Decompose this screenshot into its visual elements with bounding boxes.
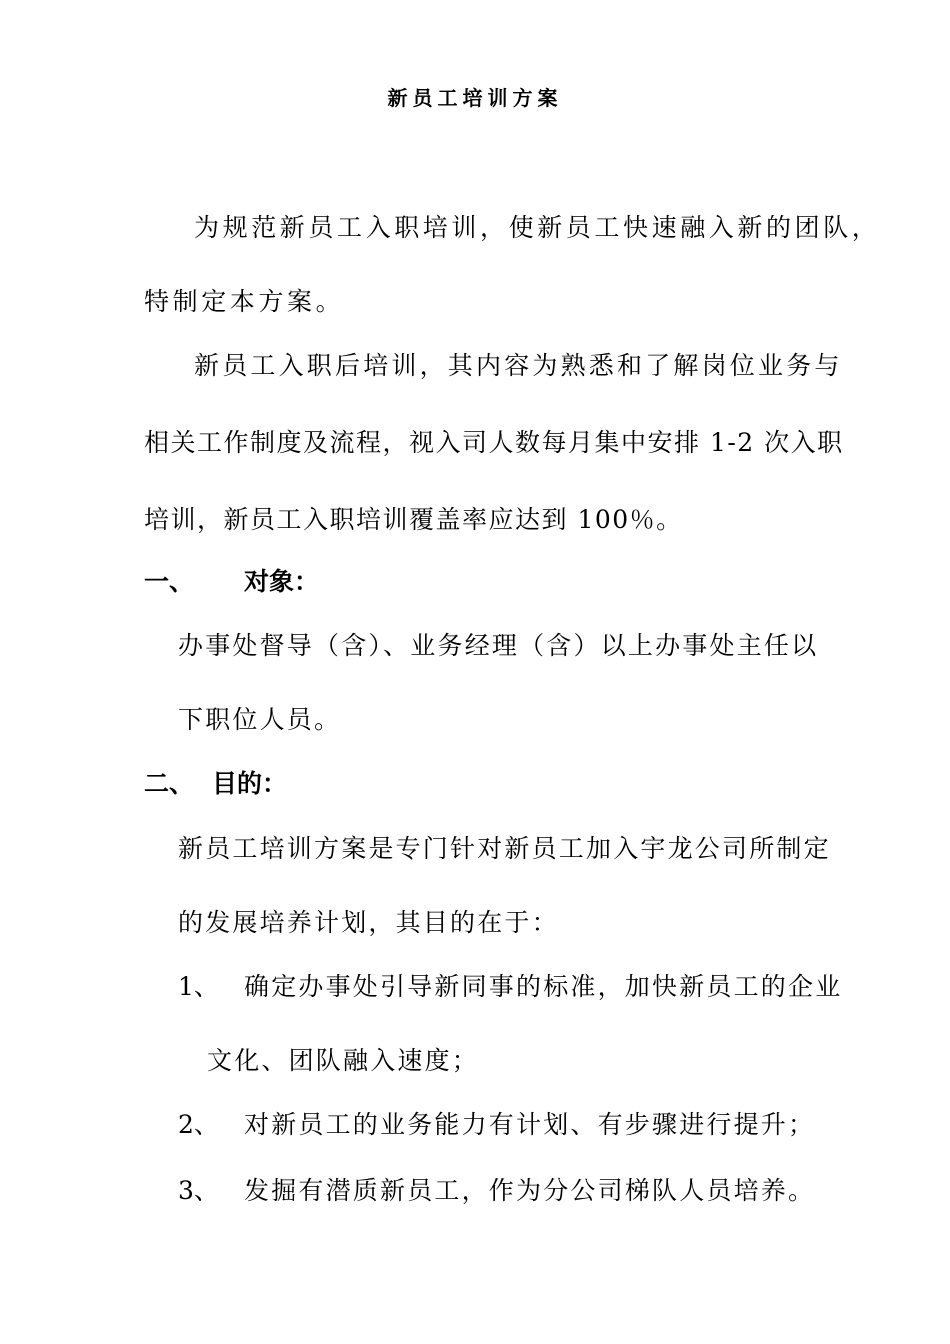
section2-number: 二、: [144, 769, 195, 798]
item-3-line-1: 发掘有潜质新员工，作为分公司梯队人员培养。: [244, 1176, 816, 1205]
item-1-number: 1、: [178, 972, 219, 1001]
section1-heading: 对象：: [244, 567, 320, 596]
section2-line-2: 的发展培养计划，其目的在于：: [178, 908, 559, 937]
item-1-line-2: 文化、团队融入速度；: [207, 1046, 480, 1075]
section1-line-2: 下职位人员。: [178, 705, 342, 734]
section2-line-1: 新员工培训方案是专门针对新员工加入宇龙公司所制定: [178, 834, 831, 863]
item-2-line-1: 对新员工的业务能力有计划、有步骤进行提升；: [244, 1110, 816, 1139]
content-line-2: 相关工作制度及流程，视入司人数每月集中安排 1-2 次入职: [144, 428, 844, 457]
content-line-3: 培训，新员工入职培训覆盖率应达到 100％。: [144, 505, 683, 534]
section2-heading: 目的：: [212, 769, 288, 798]
document-title: 新员工培训方案: [387, 86, 563, 110]
intro-line-1: 为规范新员工入职培训，使新员工快速融入新的团队，: [194, 213, 881, 242]
content-line-1: 新员工入职后培训，其内容为熟悉和了解岗位业务与: [194, 351, 843, 380]
intro-line-2: 特制定本方案。: [144, 287, 345, 316]
section1-line-1: 办事处督导（含）、业务经理（含）以上办事处主任以: [178, 631, 819, 660]
item-3-number: 3、: [178, 1176, 219, 1205]
section1-number: 一、: [144, 567, 195, 596]
item-1-line-1: 确定办事处引导新同事的标准，加快新员工的企业: [244, 972, 843, 1001]
item-2-number: 2、: [178, 1110, 219, 1139]
